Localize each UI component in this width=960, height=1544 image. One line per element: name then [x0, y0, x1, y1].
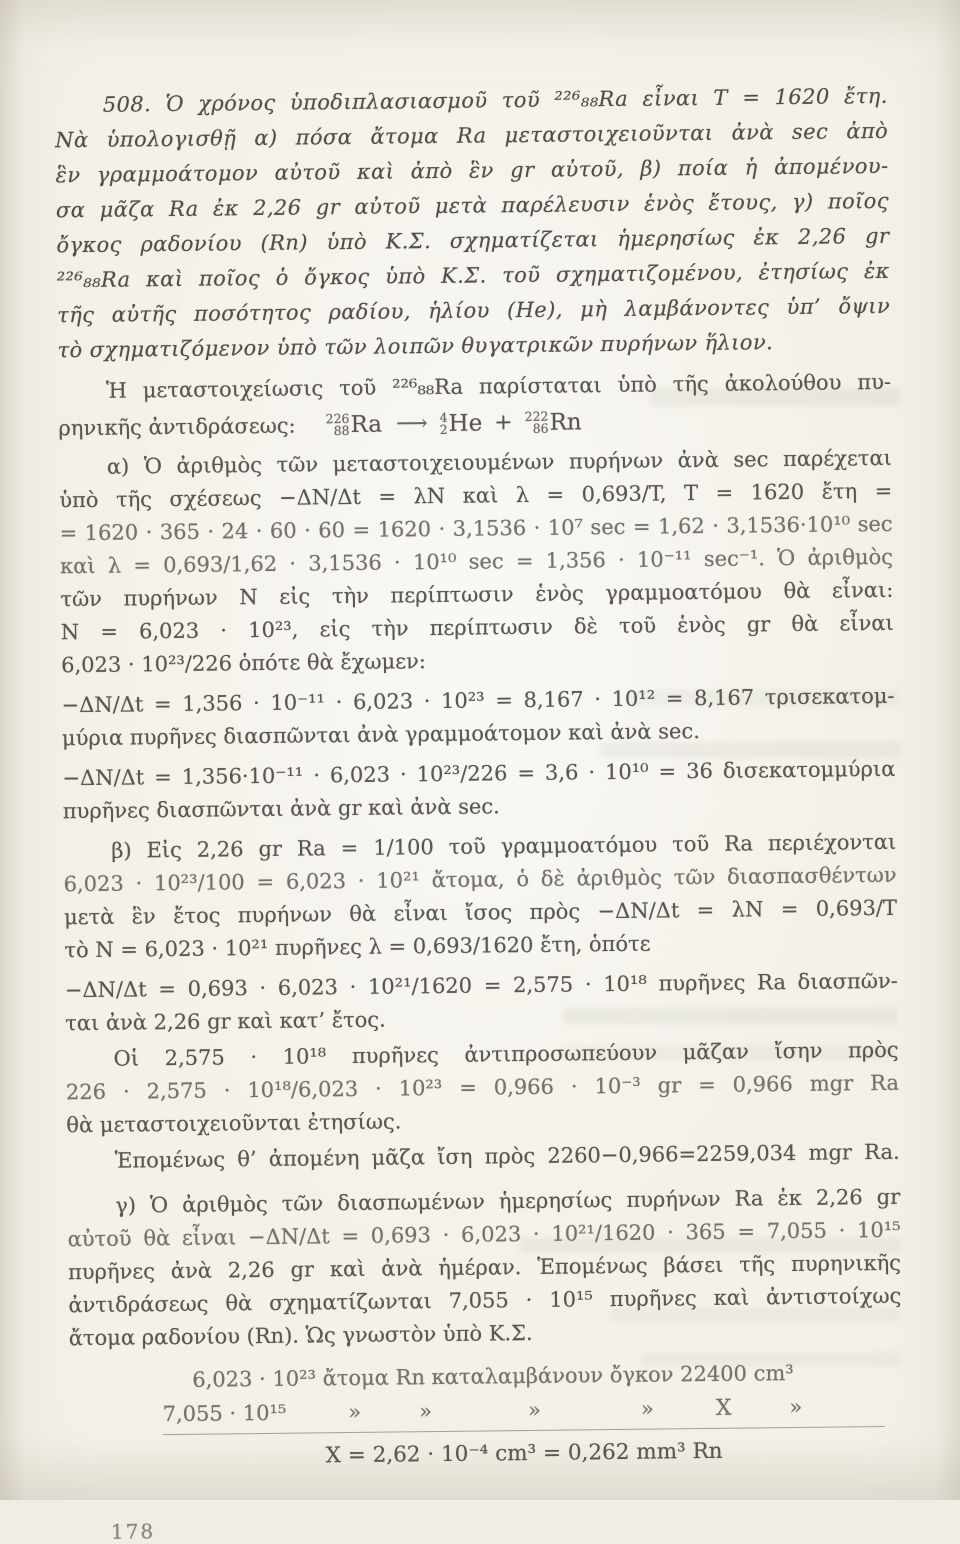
solution-line: Οἱ 2,575 · 10¹⁸ πυρῆνες ἀντιπροσωπεύουν μᾶζαν ἴσην πρὸς	[113, 1037, 899, 1071]
solution-line: α) Ὁ ἀριθμὸς τῶν μεταστοιχειουμένων πυρήνων ἀνὰ sec παρέχεται	[106, 445, 892, 479]
plus-sign: +	[494, 410, 513, 436]
solution-part-b	[63, 826, 897, 967]
volume-result: X = 2,62 · 10⁻⁴ cm³ = 0,262 mm³ Rn	[325, 1438, 723, 1469]
solution-part-c	[67, 1181, 902, 1355]
solution-line: μετὰ ἓν ἔτος πυρήνων θὰ εἶναι ἴσος πρὸς −ΔΝ/Δt = λΝ = 0,693/T	[63, 895, 898, 930]
equation-line: αὐτοῦ θὰ εἶναι −ΔΝ/Δt = 0,693 · 6,023 · 10²¹/1620 · 365 = 7,055 · 10¹⁵	[67, 1217, 901, 1252]
equation-per-year	[65, 965, 899, 1040]
element-symbol: He	[448, 410, 483, 437]
solution-line: Ἡ μεταστοιχείωσις τοῦ ²²⁶₈₈Ra παρίσταται ὑπὸ τῆς ἀκολούθου πυ-	[105, 369, 892, 403]
remaining-mass-paragraph	[67, 1136, 900, 1178]
reaction-label: ρηνικῆς ἀντιδράσεως:	[58, 413, 296, 441]
problem-statement-508	[55, 79, 891, 368]
solution	[58, 366, 904, 1544]
problem-line: Νὰ ὑπολογισθῇ α) πόσα ἄτομα Ra μεταστοιχειοῦνται ἀνὰ sec ἀπὸ	[55, 118, 889, 153]
equation-line: −ΔΝ/Δt = 1,356·10⁻¹¹ · 6,023 · 10²³/226 = 3,6 · 10¹⁰ = 36 δισεκατομμύρια	[62, 756, 896, 791]
nuclear-reaction-line	[58, 399, 891, 448]
isotope-rn-222	[524, 402, 581, 443]
solution-part-a	[59, 442, 895, 682]
reaction-arrow-icon: ⟶	[395, 411, 426, 437]
equation-per-gram	[62, 753, 896, 828]
equation-line: 226 · 2,575 · 10¹⁸/6,023 · 10²³ = 0,966 · 10⁻³ gr = 0,966 mgr Ra	[65, 1070, 900, 1105]
equation-line: −ΔΝ/Δt = 1,356 · 10⁻¹¹ · 6,023 · 10²³ = 8,167 · 10¹² = 8,167 τρισεκατομ-	[61, 683, 895, 718]
solution-line: πυρῆνες ἀνὰ 2,26 gr καὶ ἀνὰ ἡμέραν. Ἑπομένως βάσει τῆς πυρηνικῆς	[67, 1250, 902, 1285]
problem-line: σα μᾶζα Ra ἐκ 2,26 gr αὐτοῦ μετὰ παρέλευσιν ἑνὸς ἔτους, γ) ποῖος	[55, 188, 890, 223]
solution-line: 6,023 · 10²³/100 = 6,023 · 10²¹ ἄτομα, ὁ δὲ ἀριθμὸς τῶν διασπασθέντων	[63, 862, 897, 897]
problem-line: τῆς αὐτῆς ποσότητος ραδίου, ἡλίου (He), μὴ λαμβάνοντες ὑπ’ ὄψιν	[57, 293, 891, 328]
solution-line: 6,023 · 10²³/226 ὁπότε θὰ ἔχωμεν:	[61, 649, 427, 678]
mass-paragraph	[65, 1034, 899, 1142]
volume-row-unknown	[162, 1389, 884, 1435]
solution-line: Ἑπομένως θ’ ἀπομένη μᾶζα ἴση πρὸς 2260−0,966=2259,034 mgr Ra.	[114, 1139, 900, 1173]
equation-line: καὶ λ = 0,693/1,62 · 3,1536 · 10¹⁰ sec = 1,356 · 10⁻¹¹ sec⁻¹. Ὁ ἀριθμὸς	[59, 544, 894, 579]
solution-line: ἀντιδράσεως θὰ σχηματίζωνται 7,055 · 10¹⁵ πυρῆνες καὶ ἀντιστοίχως	[68, 1283, 902, 1318]
solution-line: μύρια πυρῆνες διασπῶνται ἀνὰ γραμμοάτομον καὶ ἀνὰ sec.	[61, 719, 700, 751]
cell-nuclei-count: 7,055 · 10¹⁵	[162, 1400, 287, 1427]
problem-line: ὄγκος ραδονίου (Rn) ὑπὸ Κ.Σ. σχηματίζεται ἡμερησίως ἐκ 2,26 gr	[56, 223, 890, 258]
ditto-mark: »	[527, 1397, 542, 1423]
ditto-mark: »	[348, 1399, 362, 1425]
equation-line: −ΔΝ/Δt = 0,693 · 6,023 · 10²¹/1620 = 2,575 · 10¹⁸ πυρῆνες Ra διασπῶν-	[64, 968, 898, 1003]
equation-gram-atom	[61, 680, 895, 755]
isotope-he-4	[439, 403, 482, 443]
mass-number: 222	[524, 408, 549, 424]
atomic-number: 88	[333, 422, 350, 439]
solution-line: πυρῆνες διασπῶνται ἀνὰ gr καὶ ἀνὰ sec.	[62, 794, 500, 824]
solution-line: ὑπὸ τῆς σχέσεως −ΔΝ/Δt = λΝ καὶ λ = 0,693/T, T = 1620 ἔτη =	[59, 478, 893, 513]
nuclear-reaction-equation	[325, 402, 581, 445]
ditto-mark: »	[640, 1396, 654, 1421]
solution-line: γ) Ὁ ἀριθμὸς τῶν διασπωμένων ἡμερησίως πυρήνων Ra ἐκ 2,26 gr	[115, 1184, 901, 1218]
atomic-number: 86	[532, 420, 549, 436]
atomic-number: 2	[439, 421, 448, 437]
element-symbol: Ra	[350, 411, 383, 438]
solution-line: θὰ μεταστοιχειοῦνται ἐτησίως.	[66, 1109, 402, 1138]
problem-line: 508. Ὁ χρόνος ὑποδιπλασιασμοῦ τοῦ ²²⁶₈₈Ra εἶναι T = 1620 ἔτη.	[102, 83, 888, 117]
page-content	[55, 79, 904, 1544]
solution-line: ἄτομα ραδονίου (Rn). Ὡς γνωστὸν ὑπὸ Κ.Σ.	[68, 1320, 533, 1351]
ditto-mark: »	[419, 1399, 433, 1424]
mass-number: 4	[439, 409, 448, 425]
problem-line: ἓν γραμμοάτομον αὐτοῦ καὶ ἀπὸ ἓν gr αὐτοῦ, β) ποία ἡ ἀπομένου-	[55, 153, 889, 188]
volume-row-avogadro: 6,023 · 10²³ ἄτομα Rn καταλαμβάνουν ὄγκον 22400 cm³	[192, 1360, 794, 1392]
equation-line: = 1620 · 365 · 24 · 60 · 60 = 1620 · 3,1536 · 10⁷ sec = 1,62 · 3,1536·10¹⁰ sec	[59, 511, 893, 546]
ditto-mark: »	[789, 1394, 803, 1420]
element-symbol: Rn	[549, 409, 582, 436]
cell-unknown-x: X	[715, 1395, 732, 1421]
solution-line: Ν = 6,023 · 10²³, εἰς τὴν περίπτωσιν δὲ τοῦ ἑνὸς gr θὰ εἶναι	[60, 610, 894, 645]
solution-line: τὸ Ν = 6,023 · 10²¹ πυρῆνες λ = 0,693/1620 ἔτη, ὁπότε	[64, 931, 651, 963]
problem-line: ²²⁶₈₈Ra καὶ ποῖος ὁ ὄγκος ὑπὸ Κ.Σ. τοῦ σχηματιζομένου, ἐτησίως ἐκ	[56, 258, 890, 293]
problem-line: τὸ σχηματιζόμενον ὑπὸ τῶν λοιπῶν θυγατρικῶν πυρήνων ἥλιον.	[57, 330, 774, 363]
solution-line: τῶν πυρήνων Ν εἰς τὴν περίπτωσιν ἑνὸς γραμμοατόμου θὰ εἶναι:	[60, 577, 894, 612]
solution-intro	[58, 366, 892, 448]
solution-line: ται ἀνὰ 2,26 gr καὶ κατ’ ἔτος.	[65, 1007, 386, 1036]
mass-number: 226	[325, 410, 350, 427]
isotope-ra-226	[325, 405, 382, 446]
volume-correspondence-table	[162, 1356, 885, 1477]
solution-line: β) Εἰς 2,26 gr Ra = 1/100 τοῦ γραμμοατόμου τοῦ Ra περιέχονται	[111, 829, 897, 863]
page-number: 178	[110, 1519, 156, 1544]
